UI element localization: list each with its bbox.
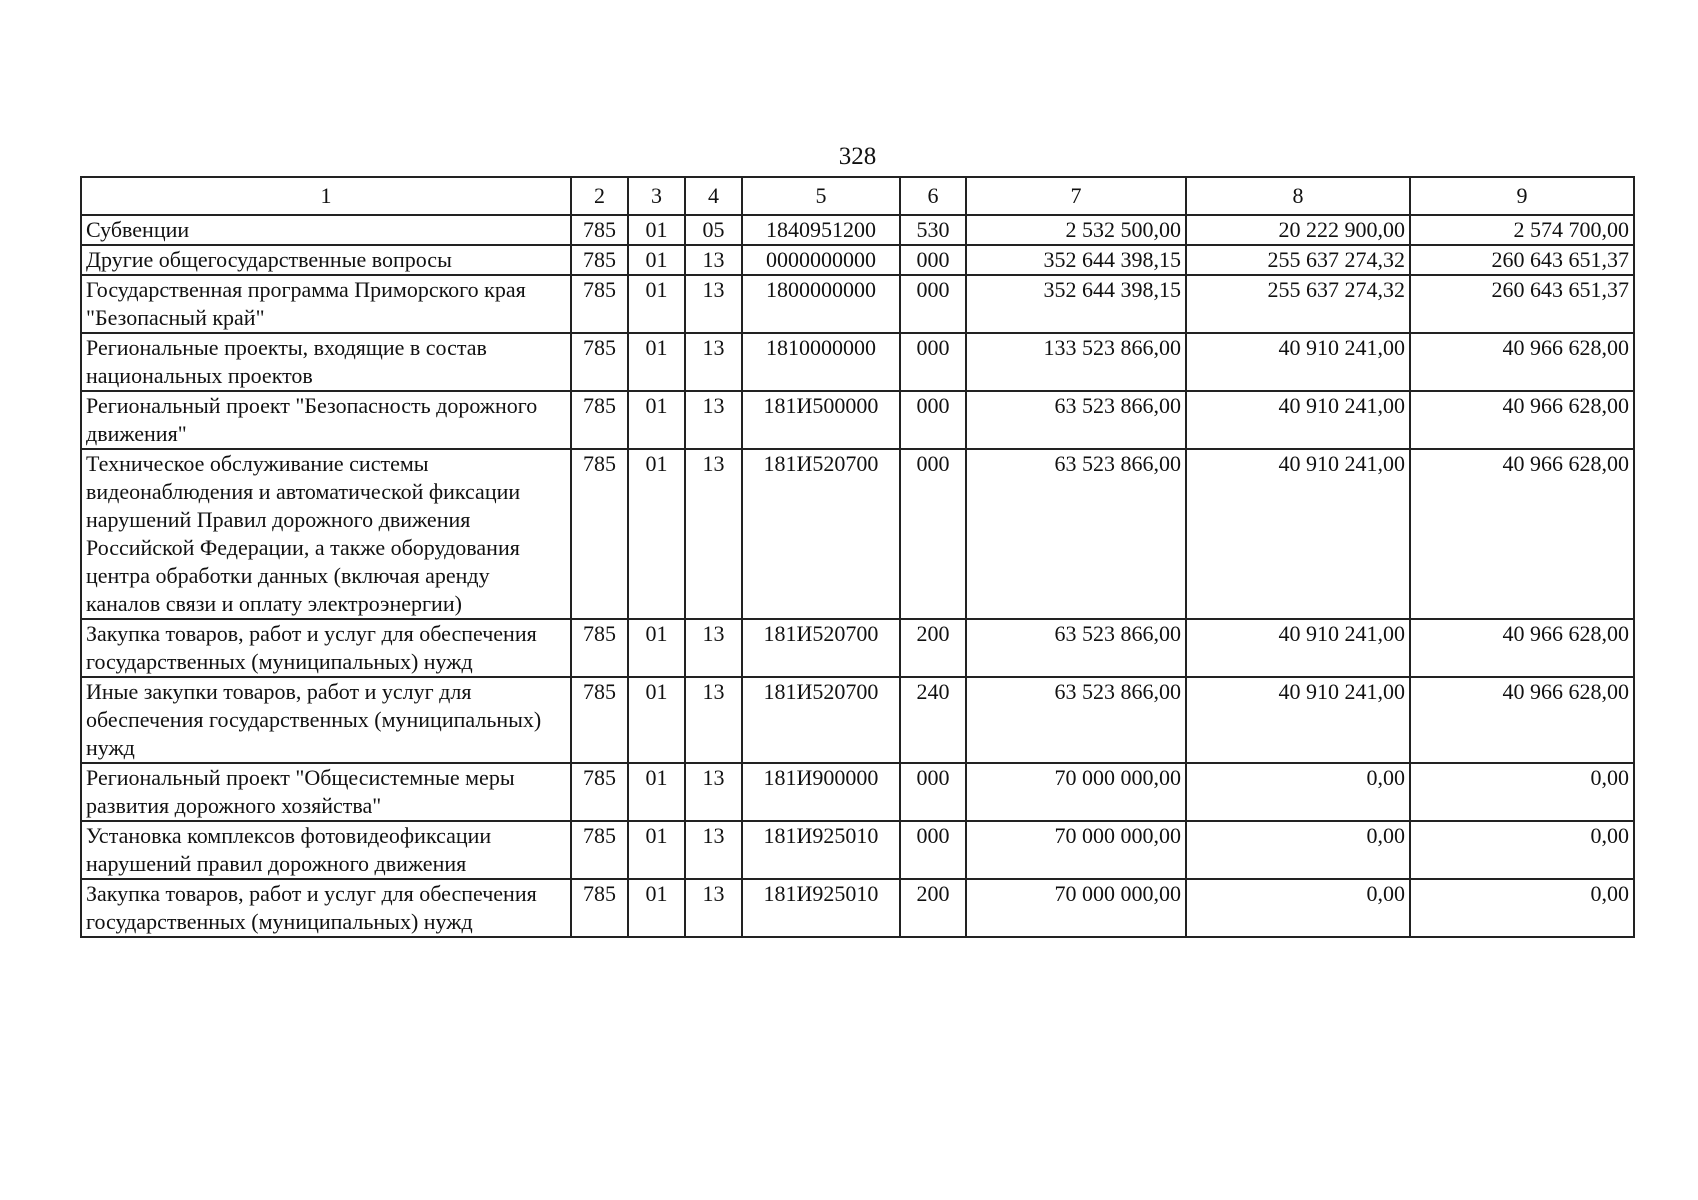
code-cell: 785 [571,763,628,821]
code-cell: 785 [571,449,628,619]
code-cell: 181И520700 [742,619,900,677]
code-cell: 13 [685,619,742,677]
code-cell: 05 [685,215,742,245]
row-name-cell: Установка комплексов фотовидеофиксации нарушений правил дорожного движения [81,821,571,879]
amount-cell: 2 532 500,00 [966,215,1186,245]
code-cell: 13 [685,391,742,449]
code-cell: 13 [685,763,742,821]
amount-cell: 352 644 398,15 [966,245,1186,275]
amount-cell: 70 000 000,00 [966,763,1186,821]
row-name-cell: Субвенции [81,215,571,245]
amount-cell: 260 643 651,37 [1410,245,1634,275]
table-row [81,391,1634,449]
code-cell: 785 [571,391,628,449]
column-header: 4 [685,177,742,215]
code-cell: 000 [900,821,966,879]
code-cell: 785 [571,333,628,391]
code-cell: 01 [628,391,685,449]
budget-table [80,176,1635,938]
code-cell: 000 [900,245,966,275]
row-name-cell: Закупка товаров, работ и услуг для обеспечения государственных (муниципальных) нужд [81,619,571,677]
code-cell: 01 [628,879,685,937]
code-cell: 000 [900,275,966,333]
table-row [81,763,1634,821]
row-name-cell: Закупка товаров, работ и услуг для обеспечения государственных (муниципальных) нужд [81,879,571,937]
code-cell: 01 [628,215,685,245]
code-cell: 181И900000 [742,763,900,821]
code-cell: 01 [628,333,685,391]
code-cell: 181И500000 [742,391,900,449]
code-cell: 01 [628,763,685,821]
code-cell: 000 [900,763,966,821]
column-header: 7 [966,177,1186,215]
amount-cell: 0,00 [1410,763,1634,821]
amount-cell: 0,00 [1186,821,1410,879]
table-row [81,449,1634,619]
amount-cell: 40 966 628,00 [1410,619,1634,677]
amount-cell: 0,00 [1410,821,1634,879]
column-header: 8 [1186,177,1410,215]
amount-cell: 40 910 241,00 [1186,391,1410,449]
table-row [81,879,1634,937]
code-cell: 13 [685,245,742,275]
amount-cell: 40 910 241,00 [1186,619,1410,677]
code-cell: 1810000000 [742,333,900,391]
amount-cell: 40 910 241,00 [1186,677,1410,763]
code-cell: 1800000000 [742,275,900,333]
row-name-cell: Государственная программа Приморского края "Безопасный край" [81,275,571,333]
row-name-cell: Техническое обслуживание системы видеонаблюдения и автоматической фиксации нарушений Правил дорожного движения Российской Федерации, а также оборудования центра обработки данных (включая аренду каналов связи и оплату электроэнергии) [81,449,571,619]
amount-cell: 40 966 628,00 [1410,333,1634,391]
code-cell: 181И925010 [742,821,900,879]
amount-cell: 2 574 700,00 [1410,215,1634,245]
code-cell: 530 [900,215,966,245]
code-cell: 785 [571,245,628,275]
code-cell: 785 [571,677,628,763]
code-cell: 13 [685,449,742,619]
code-cell: 01 [628,245,685,275]
code-cell: 785 [571,879,628,937]
row-name-cell: Региональные проекты, входящие в состав национальных проектов [81,333,571,391]
table-row [81,333,1634,391]
code-cell: 13 [685,677,742,763]
code-cell: 01 [628,619,685,677]
code-cell: 200 [900,879,966,937]
amount-cell: 255 637 274,32 [1186,245,1410,275]
column-header: 9 [1410,177,1634,215]
amount-cell: 63 523 866,00 [966,391,1186,449]
table-row [81,619,1634,677]
amount-cell: 260 643 651,37 [1410,275,1634,333]
row-name-cell: Иные закупки товаров, работ и услуг для обеспечения государственных (муниципальных) нужд [81,677,571,763]
amount-cell: 40 910 241,00 [1186,333,1410,391]
amount-cell: 40 966 628,00 [1410,391,1634,449]
table-row [81,821,1634,879]
code-cell: 785 [571,215,628,245]
amount-cell: 0,00 [1186,879,1410,937]
code-cell: 01 [628,275,685,333]
code-cell: 13 [685,333,742,391]
table-row [81,677,1634,763]
amount-cell: 63 523 866,00 [966,677,1186,763]
amount-cell: 0,00 [1410,879,1634,937]
code-cell: 01 [628,677,685,763]
column-header: 1 [81,177,571,215]
table-row [81,245,1634,275]
page-number: 328 [838,143,877,170]
amount-cell: 63 523 866,00 [966,619,1186,677]
amount-cell: 133 523 866,00 [966,333,1186,391]
amount-cell: 0,00 [1186,763,1410,821]
amount-cell: 40 966 628,00 [1410,449,1634,619]
code-cell: 785 [571,275,628,333]
code-cell: 01 [628,449,685,619]
code-cell: 01 [628,821,685,879]
code-cell: 0000000000 [742,245,900,275]
column-header: 2 [571,177,628,215]
amount-cell: 255 637 274,32 [1186,275,1410,333]
header-row [81,177,1634,215]
amount-cell: 70 000 000,00 [966,821,1186,879]
code-cell: 000 [900,449,966,619]
code-cell: 13 [685,821,742,879]
code-cell: 000 [900,391,966,449]
amount-cell: 63 523 866,00 [966,449,1186,619]
amount-cell: 70 000 000,00 [966,879,1186,937]
row-name-cell: Другие общегосударственные вопросы [81,245,571,275]
code-cell: 181И520700 [742,449,900,619]
code-cell: 13 [685,275,742,333]
code-cell: 785 [571,821,628,879]
code-cell: 000 [900,333,966,391]
row-name-cell: Региональный проект "Общесистемные меры развития дорожного хозяйства" [81,763,571,821]
table-row [81,275,1634,333]
amount-cell: 40 910 241,00 [1186,449,1410,619]
code-cell: 181И520700 [742,677,900,763]
code-cell: 1840951200 [742,215,900,245]
code-cell: 181И925010 [742,879,900,937]
code-cell: 13 [685,879,742,937]
column-header: 5 [742,177,900,215]
table-row [81,215,1634,245]
code-cell: 240 [900,677,966,763]
amount-cell: 20 222 900,00 [1186,215,1410,245]
column-header: 6 [900,177,966,215]
row-name-cell: Региональный проект "Безопасность дорожного движения" [81,391,571,449]
column-header: 3 [628,177,685,215]
amount-cell: 40 966 628,00 [1410,677,1634,763]
code-cell: 200 [900,619,966,677]
amount-cell: 352 644 398,15 [966,275,1186,333]
code-cell: 785 [571,619,628,677]
